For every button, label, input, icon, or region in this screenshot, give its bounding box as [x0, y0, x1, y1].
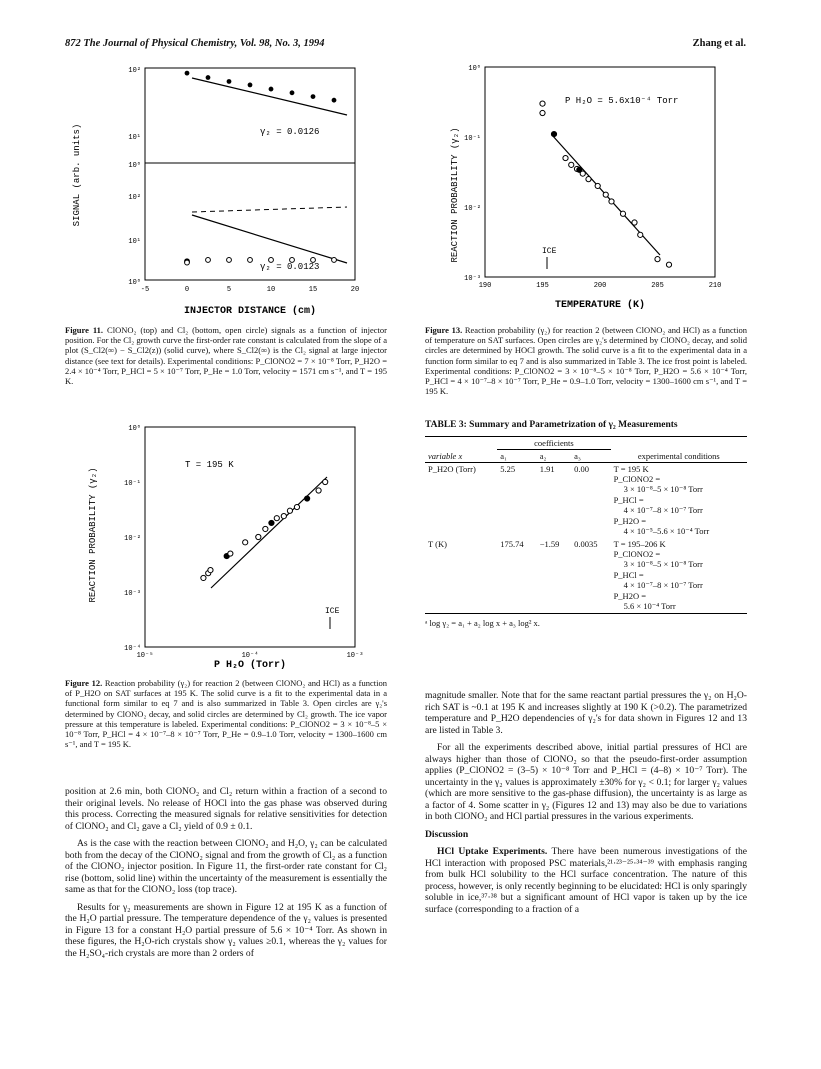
- cell: 5.25: [500, 464, 516, 474]
- data-point: [269, 520, 274, 525]
- subsection-lead: HCl Uptake Experiments.: [437, 846, 548, 857]
- fig13-caption-title: Figure 13.: [425, 325, 463, 335]
- left-body-text: [65, 786, 387, 965]
- x-tick-label: 190: [478, 282, 492, 290]
- cond-line: 5.6 × 10⁻⁴ Torr: [623, 601, 676, 611]
- table-3: [425, 420, 747, 628]
- data-point: [248, 258, 253, 263]
- fig13-ice-label: ICE: [542, 247, 557, 256]
- x-tick-label: 20: [350, 286, 360, 294]
- fig11-bottom-ytick: 10⁰: [128, 279, 141, 287]
- x-tick-label: 0: [184, 286, 190, 294]
- cond-line: T = 195 K: [613, 464, 649, 474]
- table-row: [425, 463, 747, 539]
- data-point: [666, 262, 671, 267]
- y-tick-label: 10⁻³: [124, 590, 141, 598]
- col-header: variable x: [428, 450, 463, 461]
- fig13-points: [540, 101, 672, 267]
- paragraph: For all the experiments described above, initial partial pressures of HCl are always higher than those of ClONO₂ so that the pseudo-first-order assumption applies (P_ClONO2 = (3–5) × 10⁻⁸ Torr and P_HCl = (4–8) × 10⁻⁷ Torr). The uncertainty in the γ₂ values is approximately ±30% for γ₂ < 0.1; for larger γ₂ values (which are more sensitive to the gas-phase diffusion), the uncertainty is as large as a factor of 4. Some scatter in γ₂ (Figures 12 and 13) may also be due to variations in both ClONO₂ and HCl partial pressures in the various experiments.: [425, 742, 747, 822]
- col-header: a₁: [500, 451, 507, 461]
- data-point: [311, 94, 316, 99]
- fig12-frame: [145, 427, 355, 647]
- cond-line: P_HCl =: [613, 495, 644, 505]
- fig11-bottom-ytick: 10¹: [128, 238, 141, 246]
- data-point: [206, 258, 211, 263]
- data-point: [185, 260, 190, 265]
- cond-line: 3 × 10⁻⁸–5 × 10⁻⁸ Torr: [623, 484, 703, 494]
- paragraph: There have been numerous investigations of the HCl interaction with proposed PSC materials,²¹·²³⁻²⁵·³⁴⁻³⁹ with emphasis ranging from bulk HCl solubility to the HCl surface concentration. The nature of this process, however, is only recently beginning to be elucidated: HCl is only sparingly soluble in ice,³⁷·³⁸ but a significant amount of HCl vapor is taken up by the ice surface (corresponding to a fraction of a: [425, 846, 747, 915]
- fig13-xlabel: TEMPERATURE (K): [554, 300, 646, 311]
- fig13-caption: [425, 325, 747, 396]
- data-point: [540, 110, 545, 115]
- y-tick-label: 10⁻⁴: [124, 645, 141, 653]
- data-point: [201, 575, 206, 580]
- table-row: [425, 538, 747, 614]
- fig13-yticks: [464, 64, 481, 283]
- fig12-ice-label: ICE: [325, 607, 340, 616]
- fig13-ylabel: REACTION PROBABILITY (γ₂): [450, 127, 460, 263]
- y-tick-label: 10⁻²: [124, 535, 141, 543]
- x-tick-label: 10: [266, 286, 276, 294]
- fig12-temp-label: T = 195 K: [185, 460, 234, 470]
- fig11-ylabel: SIGNAL (arb. units): [72, 123, 82, 227]
- data-point: [332, 98, 337, 103]
- fig12-ylabel: REACTION PROBABILITY (γ₂): [88, 467, 98, 603]
- table-title: TABLE 3: Summary and Parametrization of γ₂ Measurements: [425, 420, 678, 430]
- data-point: [227, 258, 232, 263]
- cell: 1.91: [539, 464, 555, 474]
- data-point: [281, 513, 286, 518]
- data-point: [580, 171, 585, 176]
- paragraph: As is the case with the reaction between ClONO₂ and H₂O, γ₂ can be calculated both from the decay of the ClONO₂ signal and from the growth of Cl₂ as a function of the ClONO₂ injector position. In Figure 11, the first-order rate constant for Cl₂ rise (bottom, solid line) within the uncertainty of the measurement is essentially the same as that for the ClONO₂ loss (top trace).: [65, 838, 387, 895]
- fig11-bottom-ytick: 10²: [128, 194, 141, 202]
- data-point: [185, 71, 190, 76]
- figure-11: [65, 55, 385, 325]
- fig12-caption-text: Reaction probability (γ₂) for reaction 2 (between ClONO₂ and HCl) as a function of P_H2O on SAT surfaces at 195 K. The solid curve is a fit to the experimental data in a functional form similar to eq 7 and is also summarized in Table 3. Open circles are γ₂'s determined by ClONO₂ decay, and solid circles are determined by Cl₂ growth. The ice vapor pressure at this temperature is labeled. Experimental conditions: P_ClONO2 = 3 × 10⁻⁸–5 × 10⁻⁸ Torr, P_HCl = 4 × 10⁻⁷–8 × 10⁻⁷ Torr, P_He = 0.9–1.0 Torr, velocity = 1300–1600 cm s⁻¹, and T = 195 K.: [65, 678, 388, 750]
- cell: 0.00: [574, 464, 590, 474]
- fig12-xlabel: P H₂O (Torr): [213, 660, 287, 671]
- data-point: [316, 488, 321, 493]
- paragraph: Results for γ₂ measurements are shown in Figure 12 at 195 K as a function of the H₂O partial pressure. The temperature dependence of the γ₂ values is presented in Figure 13 for a constant H₂O partial pressure of 5.6 × 10⁻⁴ Torr. As shown in these figures, the H₂O-rich crystals show γ₂ values ≥0.1, whereas the γ₂ values for the H₂SO₄-rich crystals are more than 2 orders of: [65, 901, 387, 959]
- cond-line: P_H2O =: [613, 516, 647, 526]
- fig11-xlabel: INJECTOR DISTANCE (cm): [183, 306, 317, 317]
- x-tick-label: 15: [308, 286, 318, 294]
- fig11-top-ytick: 10²: [128, 67, 141, 75]
- cond-line: P_ClONO2 =: [613, 474, 661, 484]
- x-tick-label: 10⁻³: [346, 652, 364, 660]
- fig11-bottom-label: γ₂ = 0.0123: [260, 262, 320, 272]
- fig11-top-label: γ₂ = 0.0126: [260, 127, 320, 137]
- data-point: [620, 211, 625, 216]
- x-tick-label: 10⁻⁵: [136, 652, 154, 660]
- data-point: [551, 132, 556, 137]
- data-point: [228, 551, 233, 556]
- cond-line: 4 × 10⁻⁷–8 × 10⁻⁷ Torr: [623, 505, 703, 515]
- data-point: [655, 257, 660, 262]
- cell-conditions: [611, 538, 747, 614]
- y-tick-label: 10⁰: [468, 65, 481, 73]
- data-point: [227, 79, 232, 84]
- data-point: [269, 87, 274, 92]
- cond-line: 3 × 10⁻⁸–5 × 10⁻⁸ Torr: [623, 559, 703, 569]
- x-tick-label: 200: [593, 282, 607, 290]
- data-point: [540, 101, 545, 106]
- paragraph: position at 2.6 min, both ClONO₂ and Cl₂ return within a fraction of a second to their original levels. No release of HOCl into the gas phase was observed during this process. Correcting the measured signals for relative sensitivities for detection of ClONO₂ and Cl₂ gave a Cl₂ yield of 0.9 ± 0.1.: [65, 786, 387, 832]
- data-point: [323, 479, 328, 484]
- fig12-yticks: [124, 424, 141, 653]
- col-header: a₃: [574, 451, 581, 461]
- cond-line: P_H2O =: [613, 591, 647, 601]
- x-tick-label: -5: [140, 286, 150, 294]
- paragraph: magnitude smaller. Note that for the same reactant partial pressures the γ₂ on H₂O-rich SAT is ~0.1 at 195 K and increases slightly at 190 K (>0.2). The parametrized temperature and P_H2O dependencies of γ₂'s for data shown in Figures 12 and 13 are listed in Table 3.: [425, 690, 747, 736]
- data-point: [294, 504, 299, 509]
- cell: −1.59: [539, 539, 560, 549]
- data-point: [206, 75, 211, 80]
- author-header: Zhang et al.: [692, 38, 746, 49]
- cell: 175.74: [500, 539, 524, 549]
- data-point: [332, 258, 337, 263]
- data-point: [263, 526, 268, 531]
- x-tick-label: 5: [226, 286, 232, 294]
- section-heading: Discussion: [425, 828, 469, 840]
- data-point: [603, 192, 608, 197]
- fig11-top-points: [185, 71, 337, 103]
- fig13-caption-text: Reaction probability (γ₂) for reaction 2 (between ClONO₂ and HCl) as a function of temperature on SAT surfaces. Open circles are γ₂'s determined by ClONO₂ decay, and solid circles are determined by HOCl growth. The solid curve is a fit to the experimental data in a function form similar to eq 7 and is also summarized in Table 3. The ice frost point is labeled. Experimental conditions: P_ClONO2 = 3 × 10⁻⁸–5 × 10⁻⁸ Torr, P_H2O = 5.6 × 10⁻⁴ Torr, P_HCl = 4 × 10⁻⁷–8 × 10⁻⁷ Torr, P_He = 0.9–1.0 Torr, velocity = 1300–1600 cm s⁻¹, and T = 195 K.: [425, 325, 748, 397]
- x-tick-label: 10⁻⁴: [241, 652, 259, 660]
- x-tick-label: 205: [651, 282, 664, 290]
- fig11-bottom-fit: [192, 215, 347, 263]
- y-tick-label: 10⁰: [128, 425, 141, 433]
- running-header: 872 The Journal of Physical Chemistry, Vol. 98, No. 3, 1994: [65, 38, 325, 49]
- fig11-top-frame: [145, 68, 355, 163]
- cond-line: P_HCl =: [613, 570, 644, 580]
- data-point: [290, 90, 295, 95]
- coef-header: coefficients: [497, 437, 610, 450]
- cell-conditions: [611, 463, 747, 539]
- cond-line: 4 × 10⁻⁷–8 × 10⁻⁷ Torr: [623, 580, 703, 590]
- y-tick-label: 10⁻²: [464, 205, 481, 213]
- data-point: [287, 508, 292, 513]
- cond-line: P_ClONO2 =: [613, 549, 661, 559]
- cond-line: 4 × 10⁻⁵–5.6 × 10⁻⁴ Torr: [623, 526, 710, 536]
- x-tick-label: 210: [708, 282, 722, 290]
- data-point: [586, 177, 591, 182]
- right-body-text: [425, 690, 747, 921]
- fig13-xticks: [479, 282, 722, 290]
- fig11-xticks: [141, 286, 359, 294]
- figure-13: [425, 55, 755, 315]
- data-point: [248, 83, 253, 88]
- data-point: [256, 534, 261, 539]
- data-point: [638, 232, 643, 237]
- data-point: [208, 568, 213, 573]
- fig11-bottom-dashed: [192, 207, 347, 212]
- data-point: [609, 199, 614, 204]
- data-point: [632, 220, 637, 225]
- data-point: [274, 516, 279, 521]
- data-point: [569, 162, 574, 167]
- data-point: [243, 540, 248, 545]
- fig12-caption: [65, 678, 387, 749]
- y-tick-label: 10⁻³: [464, 275, 481, 283]
- fig11-caption-text: ClONO₂ (top) and Cl₂ (bottom, open circle) signals as a function of injector position. For the Cl₂ growth curve the first-order rate constant is calculated from the slope of a plot (S_Cl2(∞) − S_Cl2(z)) (solid curve), where S_Cl2(∞) is the Cl₂ signal at large injector distance (see text for details). Experimental conditions: P_ClONO2 = 7 × 10⁻⁸ Torr, P_H2O = 2.4 × 10⁻⁴ Torr, P_HCl = 5 × 10⁻⁷ Torr, P_He = 1.0 Torr, velocity = 1571 cm s⁻¹, and T = 195 K.: [65, 325, 387, 387]
- cell: T (K): [428, 539, 447, 549]
- table-footnote: ᵃ log γ₂ = a₁ + a₂ log x + a₃ log² x.: [425, 618, 540, 628]
- data-point: [563, 155, 568, 160]
- fig12-xticks: [137, 652, 364, 660]
- x-tick-label: 195: [536, 282, 549, 290]
- fig13-pressure-label: P H₂O = 5.6x10⁻⁴ Torr: [565, 96, 679, 106]
- figure-12: [65, 415, 385, 675]
- cond-line: T = 195–206 K: [613, 539, 666, 549]
- fig12-caption-title: Figure 12.: [65, 678, 103, 688]
- col-header: experimental conditions: [637, 450, 720, 461]
- cell: P_H2O (Torr): [428, 464, 476, 474]
- fig12-fit: [211, 477, 327, 588]
- fig11-caption: [65, 325, 387, 386]
- fig11-top-ytick: 10⁰: [128, 162, 141, 170]
- fig11-top-ytick: 10¹: [128, 134, 141, 142]
- y-tick-label: 10⁻¹: [124, 480, 141, 488]
- y-tick-label: 10⁻¹: [464, 135, 481, 143]
- fig11-caption-title: Figure 11.: [65, 325, 104, 335]
- col-header: a₂: [539, 451, 547, 461]
- data-point: [595, 183, 600, 188]
- fig11-top-fit: [192, 78, 347, 115]
- data-point: [305, 496, 310, 501]
- cell: 0.0035: [574, 539, 598, 549]
